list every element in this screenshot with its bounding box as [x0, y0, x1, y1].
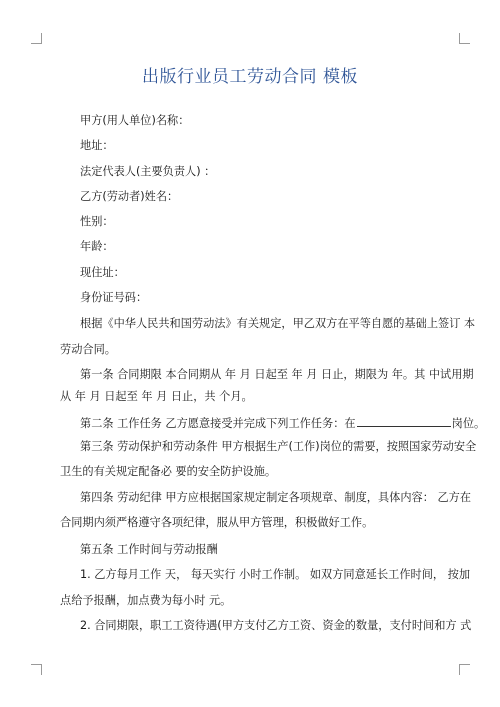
- article-4-line-2: 合同期内须严格遵守各项纪律，服从甲方管理，积极做好工作。: [60, 516, 374, 529]
- article-5-item-2-line-1: 2. 合同期限，职工工资待遇(甲方支付乙方工资、资金的数量，支付时间和方 式: [80, 619, 472, 632]
- article-3-line-1: 第三条 劳动保护和劳动条件 甲方根据生产(工作)岗位的需要，按照国家劳动安全: [80, 440, 477, 453]
- article-5-title: 第五条 工作时间与劳动报酬: [80, 543, 218, 556]
- article-2-blank-line: [357, 415, 451, 427]
- corner-mark-top-left: [31, 33, 42, 44]
- intro-paragraph-line-2: 劳动合同。: [60, 343, 116, 356]
- field-legal-rep: 法定代表人(主要负责人) ：: [80, 165, 216, 178]
- article-2-suffix: 岗位。: [451, 417, 486, 430]
- corner-mark-bottom-right: [459, 664, 470, 675]
- article-2-text: 第二条 工作任务 乙方愿意接受并完成下列工作任务：在: [80, 417, 356, 430]
- field-current-address: 现住址：: [80, 266, 125, 279]
- field-party-a-name: 甲方(用人单位)名称：: [80, 114, 190, 127]
- field-address: 地址：: [80, 139, 114, 152]
- article-5-item-1-line-2: 点给予报酬，加点费为每小时 元。: [60, 594, 232, 607]
- article-1-line-2: 从 年 月 日起至 年 月 日止，共 个月。: [60, 390, 253, 403]
- article-1-line-1: 第一条 合同期限 本合同期从 年 月 日起至 年 月 日止，期限为 年。其 中试用期: [80, 368, 474, 381]
- article-3-line-2: 卫生的有关规定配备必 要的安全防护设施。: [60, 465, 277, 478]
- field-id-number: 身份证号码：: [80, 291, 148, 304]
- article-4-line-1: 第四条 劳动纪律 甲方应根据国家规定制定各项规章、制度，具体内容： 乙方在: [80, 491, 472, 504]
- intro-paragraph-line-1: 根据《中华人民共和国劳动法》有关规定，甲乙双方在平等自愿的基础上签订 本: [80, 317, 476, 330]
- field-gender: 性别：: [80, 215, 114, 228]
- article-2-line: [80, 415, 486, 431]
- document-title: 出版行业员工劳动合同 模板: [142, 67, 358, 87]
- field-age: 年龄：: [80, 240, 114, 253]
- corner-mark-top-right: [459, 33, 470, 44]
- field-party-b-name: 乙方(劳动者)姓名：: [80, 190, 179, 203]
- corner-mark-bottom-left: [31, 664, 42, 675]
- article-5-item-1-line-1: 1. 乙方每月工作 天， 每天实行 小时工作制。 如双方同意延长工作时间， 按加: [80, 568, 471, 581]
